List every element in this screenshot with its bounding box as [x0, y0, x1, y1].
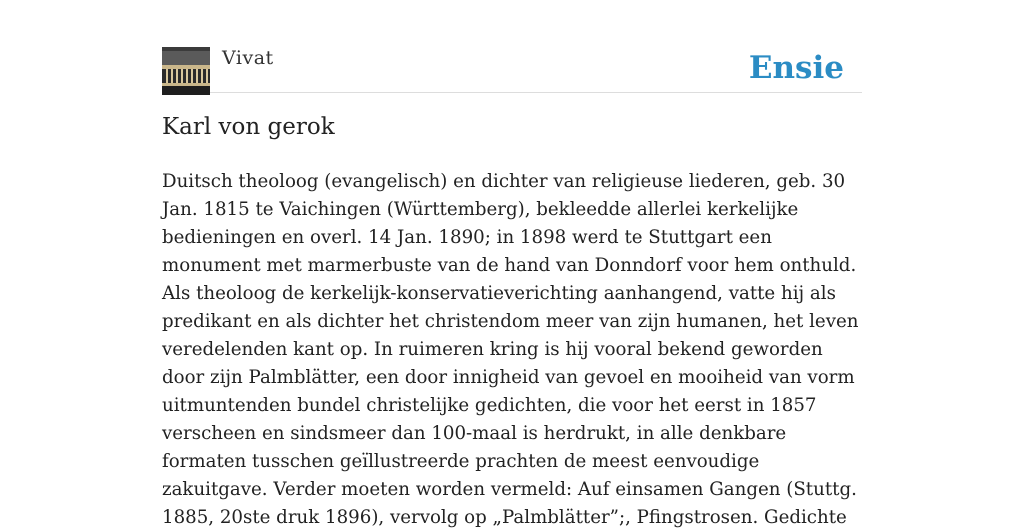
entry-title: Karl von gerok [162, 114, 335, 140]
book-spines-icon [162, 47, 210, 95]
author-name[interactable]: Vivat [222, 47, 274, 69]
author-avatar[interactable] [162, 47, 210, 95]
site-logo[interactable]: Ensie [748, 50, 844, 86]
entry-body: Duitsch theoloog (evangelisch) en dichter van religieuse liederen, geb. 30 Jan. 1815 te Vaichingen (Württemberg), bekleedde allerlei kerkelijke bedieningen en overl. 14 Jan. 1890; in 1898 werd te Stuttgart een monument met marmerbuste van de hand van Donndorf voor hem onthuld. Als theoloog de kerkelijk-konservatieverichting aanhangend, vatte hij als predikant en als dichter het christendom meer van zijn humanen, het leven veredelenden kant op. In ruimeren kring is hij vooral bekend geworden door zijn Palmblätter, een door innigheid van gevoel en mooiheid van vorm uitmuntenden bundel christelijke gedichten, die voor het eerst in 1857 verscheen en sindsmeer dan 100-maal is herdrukt, in alle denkbare formaten tusschen geïllustreerde prachten de meest eenvoudige zakuitgave. Verder moeten worden vermeld: Auf einsamen Gangen (Stuttg. 1885, 20ste druk 1896), vervolg op „Palmblätter”;, Pfingstrosen. Gedichte [162, 171, 859, 528]
site-header [162, 46, 862, 93]
